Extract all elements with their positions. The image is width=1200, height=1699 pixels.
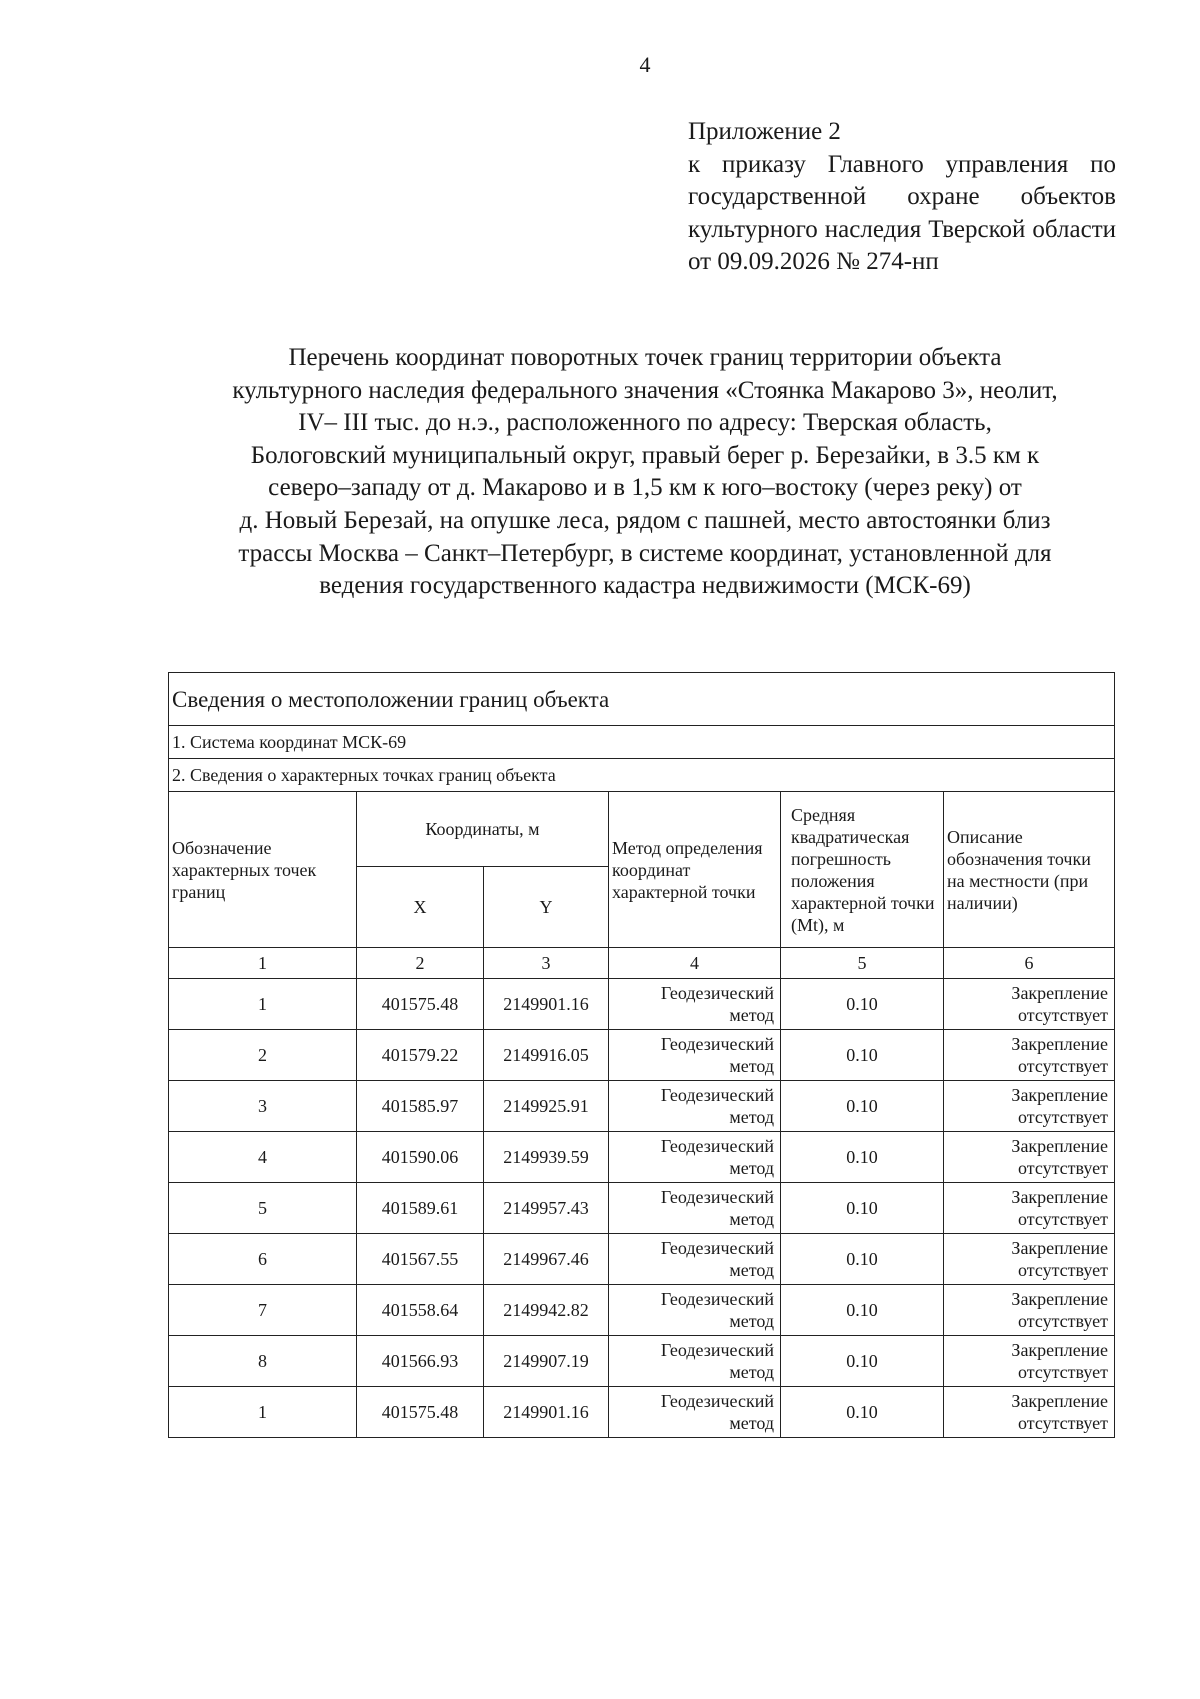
- method-cell: [609, 1183, 781, 1234]
- coord-x: 401589.61: [357, 1183, 484, 1234]
- error-value: 0.10: [781, 1387, 944, 1438]
- description-line: Закрепление: [1011, 1391, 1109, 1411]
- table-row: [169, 1234, 1115, 1285]
- description-line: отсутствует: [1017, 1056, 1109, 1076]
- error-value: 0.10: [781, 1081, 944, 1132]
- coord-x: 401585.97: [357, 1081, 484, 1132]
- description-line: отсутствует: [1017, 1158, 1109, 1178]
- method-line: метод: [729, 1209, 774, 1229]
- description-line: отсутствует: [1017, 1362, 1109, 1382]
- description-cell: [944, 1183, 1115, 1234]
- page-number: 4: [639, 52, 651, 77]
- error-value: 0.10: [781, 1285, 944, 1336]
- coord-x: 401558.64: [357, 1285, 484, 1336]
- coord-system: 1. Система координат МСК-69: [169, 726, 1115, 759]
- coord-y: 2149939.59: [484, 1132, 609, 1183]
- description-line: отсутствует: [1017, 1005, 1109, 1025]
- points-title-row: [169, 759, 1115, 792]
- description-line: Закрепление: [1011, 1340, 1109, 1360]
- point-number: 7: [169, 1285, 357, 1336]
- description-line: Закрепление: [1011, 1136, 1109, 1156]
- description-line: Закрепление: [1011, 983, 1109, 1003]
- table-row: [169, 979, 1115, 1030]
- description-line: Закрепление: [1011, 1238, 1109, 1258]
- table-row: [169, 1387, 1115, 1438]
- description-cell: [944, 1234, 1115, 1285]
- error-value: 0.10: [781, 1234, 944, 1285]
- error-value: 0.10: [781, 979, 944, 1030]
- method-cell: [609, 1030, 781, 1081]
- table-row: [169, 1183, 1115, 1234]
- description-cell: [944, 1336, 1115, 1387]
- coord-x: 401579.22: [357, 1030, 484, 1081]
- appendix-block: [688, 116, 1116, 279]
- description-line: Закрепление: [1011, 1034, 1109, 1054]
- section-title-row: [169, 673, 1115, 726]
- error-value: 0.10: [781, 1336, 944, 1387]
- table-row: [169, 1336, 1115, 1387]
- coord-y: 2149967.46: [484, 1234, 609, 1285]
- points-title: 2. Сведения о характерных точках границ объекта: [169, 759, 1115, 792]
- title-line: Перечень координат поворотных точек границ территории объекта: [288, 344, 1002, 371]
- coord-y: 2149957.43: [484, 1183, 609, 1234]
- description-cell: [944, 979, 1115, 1030]
- method-line: Геодезический: [660, 1187, 774, 1207]
- description-line: отсутствует: [1017, 1413, 1109, 1433]
- title-line: ведения государственного кадастра недвижимости (МСК-69): [319, 572, 971, 600]
- coord-x: 401575.48: [357, 1387, 484, 1438]
- column-number: 6: [944, 948, 1115, 979]
- coord-y: 2149901.16: [484, 979, 609, 1030]
- header-error: Средняя квадратическая погрешность положения характерной точки (Mt), м: [781, 792, 944, 948]
- section-title: Сведения о местоположении границ объекта: [169, 673, 1115, 726]
- header-row: [169, 792, 1115, 867]
- coord-y: 2149942.82: [484, 1285, 609, 1336]
- method-line: метод: [729, 1056, 774, 1076]
- table-row: [169, 1285, 1115, 1336]
- coord-y: 2149901.16: [484, 1387, 609, 1438]
- column-number: 5: [781, 948, 944, 979]
- method-line: Геодезический: [660, 1289, 774, 1309]
- error-value: 0.10: [781, 1132, 944, 1183]
- description-line: отсутствует: [1017, 1107, 1109, 1127]
- header-coordinates: Координаты, м: [357, 792, 609, 867]
- method-cell: [609, 1234, 781, 1285]
- column-number: 4: [609, 948, 781, 979]
- error-value: 0.10: [781, 1030, 944, 1081]
- coord-x: 401566.93: [357, 1336, 484, 1387]
- description-line: Закрепление: [1011, 1187, 1109, 1207]
- title-line: трассы Москва – Санкт–Петербург, в системе координат, установленной для: [238, 539, 1052, 567]
- coordinates-table: [168, 672, 1115, 1438]
- column-number: 3: [484, 948, 609, 979]
- point-number: 4: [169, 1132, 357, 1183]
- title-line: северо–западу от д. Макарово и в 1,5 км к юго–востоку (через реку) от: [268, 474, 1022, 502]
- method-line: метод: [729, 1311, 774, 1331]
- coord-x: 401590.06: [357, 1132, 484, 1183]
- header-designation: Обозначение характерных точек границ: [169, 792, 357, 948]
- coord-system-row: [169, 726, 1115, 759]
- title-line: д. Новый Березай, на опушке леса, рядом с пашней, место автостоянки близ: [239, 506, 1051, 534]
- coord-y: 2149925.91: [484, 1081, 609, 1132]
- point-number: 5: [169, 1183, 357, 1234]
- table-body: [169, 673, 1115, 1438]
- table-row: [169, 1030, 1115, 1081]
- coord-y: 2149907.19: [484, 1336, 609, 1387]
- point-number: 1: [169, 1387, 357, 1438]
- method-cell: [609, 1285, 781, 1336]
- method-cell: [609, 1132, 781, 1183]
- method-line: Геодезический: [660, 1238, 774, 1258]
- point-number: 1: [169, 979, 357, 1030]
- method-line: метод: [729, 1260, 774, 1280]
- method-line: Геодезический: [660, 1034, 774, 1054]
- point-number: 6: [169, 1234, 357, 1285]
- title-line: культурного наследия федерального значения «Стоянка Макарово 3», неолит,: [232, 376, 1058, 404]
- title-line: IV– III тыс. до н.э., расположенного по адресу: Тверская область,: [298, 409, 992, 437]
- column-number: 1: [169, 948, 357, 979]
- method-line: метод: [729, 1005, 774, 1025]
- coord-x: 401567.55: [357, 1234, 484, 1285]
- appendix-body: к приказу Главного управления по государственной охране объектов культурного наследия Тверской области от 09.09.2026 № 274-нп: [688, 150, 1116, 275]
- description-cell: [944, 1132, 1115, 1183]
- coord-y: 2149916.05: [484, 1030, 609, 1081]
- method-cell: [609, 1336, 781, 1387]
- method-line: метод: [729, 1362, 774, 1382]
- appendix-title: Приложение 2: [688, 118, 841, 145]
- description-line: Закрепление: [1011, 1085, 1109, 1105]
- method-cell: [609, 1081, 781, 1132]
- method-cell: [609, 979, 781, 1030]
- column-number-row: [169, 948, 1115, 979]
- header-y: Y: [484, 867, 609, 948]
- description-cell: [944, 1081, 1115, 1132]
- method-line: метод: [729, 1413, 774, 1433]
- table-row: [169, 1132, 1115, 1183]
- method-line: Геодезический: [660, 1340, 774, 1360]
- table-row: [169, 1081, 1115, 1132]
- coord-x: 401575.48: [357, 979, 484, 1030]
- description-line: отсутствует: [1017, 1311, 1109, 1331]
- description-line: отсутствует: [1017, 1260, 1109, 1280]
- header-x: X: [357, 867, 484, 948]
- method-line: Геодезический: [660, 1136, 774, 1156]
- method-line: Геодезический: [660, 1085, 774, 1105]
- point-number: 8: [169, 1336, 357, 1387]
- description-cell: [944, 1285, 1115, 1336]
- header-description: Описание обозначения точки на местности (при наличии): [944, 792, 1115, 948]
- point-number: 3: [169, 1081, 357, 1132]
- point-number: 2: [169, 1030, 357, 1081]
- method-cell: [609, 1387, 781, 1438]
- error-value: 0.10: [781, 1183, 944, 1234]
- title-line: Бологовский муниципальный округ, правый берег р. Березайки, в 3.5 км к: [250, 441, 1040, 469]
- description-cell: [944, 1387, 1115, 1438]
- header-method: Метод определения координат характерной точки: [609, 792, 781, 948]
- document-title: [160, 342, 1130, 603]
- method-line: Геодезический: [660, 1391, 774, 1411]
- description-line: Закрепление: [1011, 1289, 1109, 1309]
- column-number: 2: [357, 948, 484, 979]
- method-line: Геодезический: [660, 983, 774, 1003]
- description-line: отсутствует: [1017, 1209, 1109, 1229]
- description-cell: [944, 1030, 1115, 1081]
- method-line: метод: [729, 1158, 774, 1178]
- method-line: метод: [729, 1107, 774, 1127]
